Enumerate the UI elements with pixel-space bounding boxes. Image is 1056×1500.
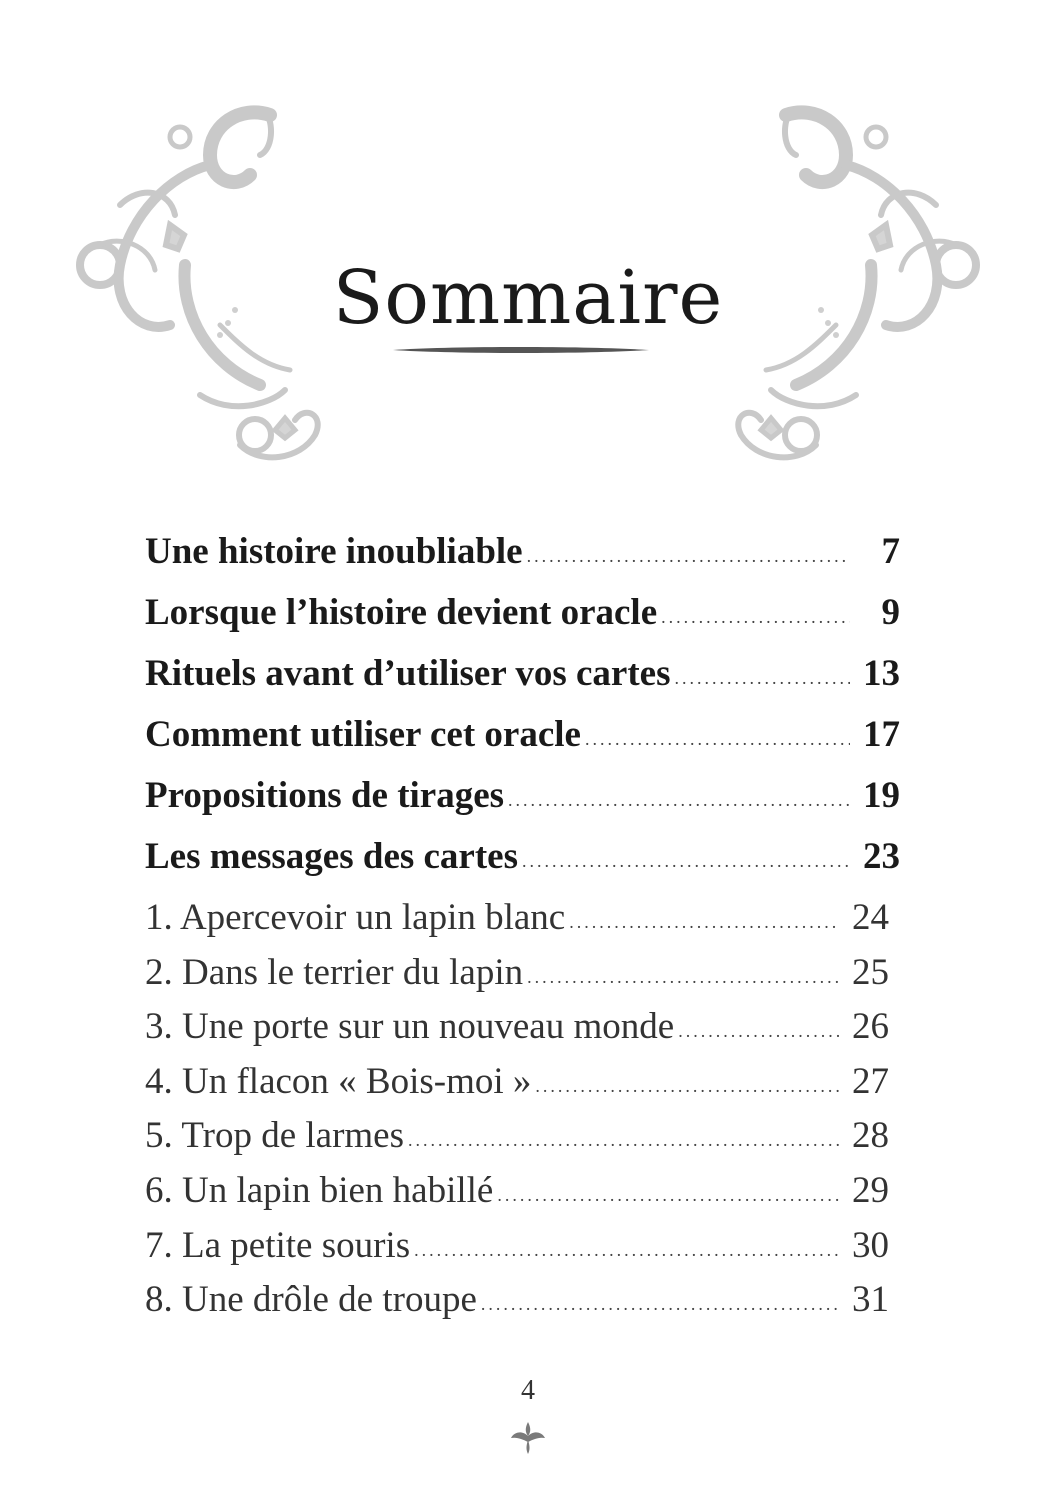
toc-entry-title: 7. La petite souris (145, 1224, 411, 1266)
toc-entry-page: 9 (881, 592, 900, 633)
toc-entry-title: 8. Une drôle de troupe (145, 1279, 477, 1321)
dot-leader (527, 546, 850, 567)
toc-entry-title: 3. Une porte sur un nouveau monde (145, 1006, 675, 1048)
page-number: 4 (521, 1375, 535, 1406)
toc-entry (145, 774, 900, 835)
dot-leader (508, 790, 850, 811)
dot-leader (408, 1130, 839, 1151)
toc-entry-title: Rituels avant d’utiliser vos cartes (145, 653, 671, 694)
toc-entry-page: 17 (863, 714, 900, 755)
dot-leader (535, 1076, 839, 1097)
toc-entry (145, 1224, 889, 1279)
table-of-contents (145, 530, 905, 1333)
toc-entry (145, 713, 900, 774)
dot-leader (522, 851, 850, 872)
toc-entry (145, 530, 900, 591)
dot-leader (675, 668, 851, 689)
toc-entry (145, 1169, 889, 1224)
toc-entry-page: 24 (852, 897, 889, 938)
dot-leader (497, 1185, 839, 1206)
toc-entry-page: 29 (852, 1169, 889, 1211)
toc-entry-title: 2. Dans le terrier du lapin (145, 951, 524, 993)
toc-entry-page: 27 (852, 1060, 889, 1102)
toc-entry (145, 835, 900, 896)
dot-leader (661, 607, 850, 628)
toc-entry-title: 4. Un flacon « Bois-moi » (145, 1060, 532, 1102)
toc-entry-title: Comment utiliser cet oracle (145, 714, 581, 755)
toc-entry-page: 25 (852, 951, 889, 993)
page-title: Sommaire (332, 254, 724, 341)
toc-entry-title: Propositions de tirages (145, 775, 505, 816)
toc-entry (145, 896, 889, 951)
toc-entry-title: Une histoire inoubliable (145, 531, 523, 572)
toc-entry (145, 1114, 889, 1169)
dot-leader (414, 1240, 839, 1261)
toc-entry (145, 591, 900, 652)
toc-entry-page: 13 (863, 653, 900, 694)
dot-leader (481, 1294, 839, 1315)
toc-entry-title: 6. Un lapin bien habillé (145, 1169, 494, 1211)
toc-entry-title: 5. Trop de larmes (145, 1115, 404, 1157)
toc-entry-page: 28 (852, 1115, 889, 1157)
dot-leader (527, 967, 839, 988)
toc-entry (145, 1278, 889, 1333)
toc-entry-page: 30 (852, 1224, 889, 1266)
dot-leader (678, 1021, 839, 1042)
toc-entry (145, 1005, 889, 1060)
dot-leader (569, 912, 839, 933)
toc-entry-page: 19 (863, 775, 900, 816)
title-underline-divider (393, 345, 649, 355)
fleur-flourish-icon (508, 1418, 548, 1458)
toc-entry-title: Les messages des cartes (145, 836, 518, 877)
toc-entry (145, 1060, 889, 1115)
toc-entry-title: Lorsque l’histoire devient oracle (145, 592, 658, 633)
toc-entry-title: 1. Apercevoir un lapin blanc (145, 897, 566, 938)
toc-entry-page: 26 (852, 1006, 889, 1048)
dot-leader (585, 729, 850, 750)
toc-entry-page: 7 (881, 531, 900, 572)
toc-entry (145, 652, 900, 713)
toc-entry-page: 31 (852, 1279, 889, 1321)
toc-entry (145, 951, 889, 1006)
toc-entry-page: 23 (863, 836, 900, 877)
